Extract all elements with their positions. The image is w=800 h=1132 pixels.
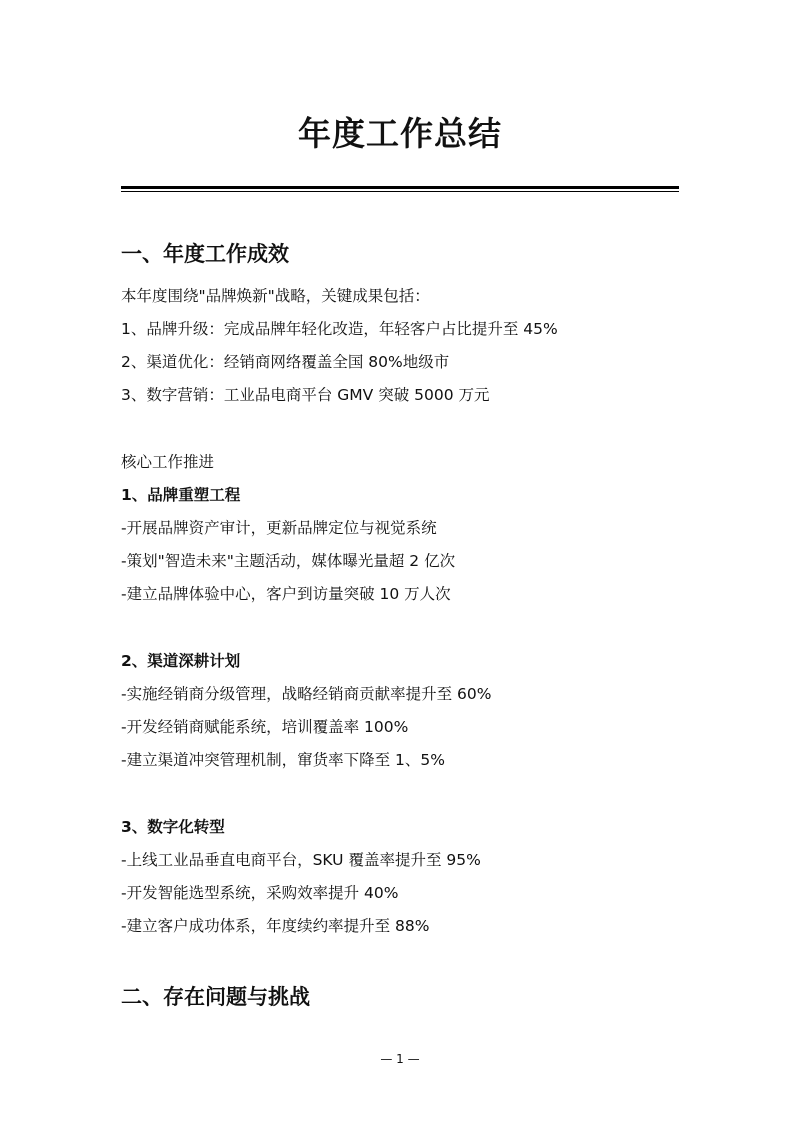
section-1-heading: 一、年度工作成效 <box>121 242 289 266</box>
title-divider-thick <box>121 186 679 189</box>
initiative-item: -建立品牌体验中心，客户到访量突破 10 万人次 <box>121 585 451 603</box>
section-2-heading: 二、存在问题与挑战 <box>121 985 310 1009</box>
initiative-heading: 1、品牌重塑工程 <box>121 486 241 504</box>
result-item: 3、数字营销：工业品电商平台 GMV 突破 5000 万元 <box>121 386 490 404</box>
initiative-item: -上线工业品垂直电商平台，SKU 覆盖率提升至 95% <box>121 851 481 869</box>
initiative-item: -开发智能选型系统，采购效率提升 40% <box>121 884 399 902</box>
result-item: 2、渠道优化：经销商网络覆盖全国 80%地级市 <box>121 353 450 371</box>
initiative-item: -实施经销商分级管理，战略经销商贡献率提升至 60% <box>121 685 492 703</box>
initiative-heading: 3、数字化转型 <box>121 818 225 836</box>
initiative-item: -策划"智造未来"主题活动，媒体曝光量超 2 亿次 <box>121 552 456 570</box>
section-1-intro: 本年度围绕"品牌焕新"战略，关键成果包括： <box>121 287 430 305</box>
title-divider-thin <box>121 191 679 192</box>
document-title: 年度工作总结 <box>298 114 502 153</box>
page-number: — 1 — <box>380 1052 420 1066</box>
initiative-item: -建立渠道冲突管理机制，窜货率下降至 1、5% <box>121 751 445 769</box>
initiative-item: -开发经销商赋能系统，培训覆盖率 100% <box>121 718 409 736</box>
core-work-label: 核心工作推进 <box>121 453 215 471</box>
initiative-heading: 2、渠道深耕计划 <box>121 652 241 670</box>
result-item: 1、品牌升级：完成品牌年轻化改造，年轻客户占比提升至 45% <box>121 320 558 338</box>
initiative-item: -建立客户成功体系，年度续约率提升至 88% <box>121 917 430 935</box>
initiative-item: -开展品牌资产审计，更新品牌定位与视觉系统 <box>121 519 437 537</box>
